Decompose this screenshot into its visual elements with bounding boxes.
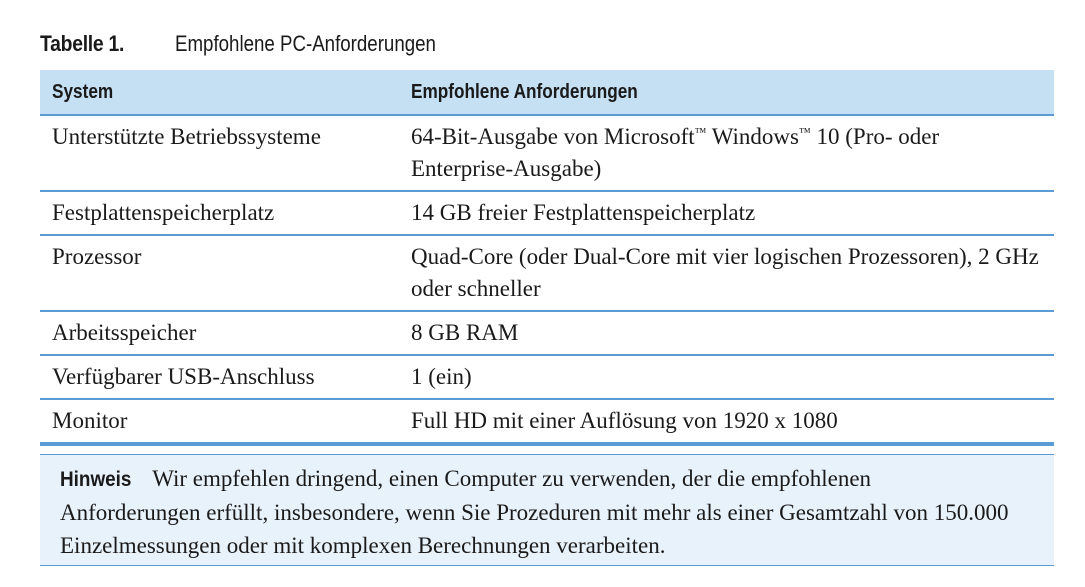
requirement-cell: 14 GB freier Festplattenspeicherplatz	[399, 191, 1054, 235]
column-header-requirements-label: Empfohlene Anforderungen	[411, 80, 638, 103]
requirements-table	[40, 70, 1054, 446]
requirement-cell: 8 GB RAM	[399, 311, 1054, 355]
table-row	[40, 191, 1054, 235]
column-header-requirements	[399, 70, 1054, 115]
table-title: Empfohlene PC-Anforderungen	[175, 31, 436, 56]
requirement-cell: 64-Bit-Ausgabe von Microsoft™ Windows™ 10 (Pro- oder Enterprise-Ausgabe)	[399, 115, 1054, 191]
table-row	[40, 399, 1054, 444]
trademark-symbol: ™	[798, 125, 811, 139]
system-cell: Prozessor	[40, 235, 399, 311]
requirement-cell: Full HD mit einer Auflösung von 1920 x 1080	[399, 399, 1054, 444]
table-caption	[40, 28, 482, 60]
table-row	[40, 355, 1054, 399]
requirement-cell: Quad-Core (oder Dual-Core mit vier logischen Prozessoren), 2 GHz oder schneller	[399, 235, 1054, 311]
column-header-system-label: System	[52, 80, 114, 103]
system-cell: Arbeitsspeicher	[40, 311, 399, 355]
note-text: Wir empfehlen dringend, einen Computer zu verwenden, der die empfohlenen Anforderungen erfüllt, insbesondere, wenn Sie Prozeduren mit mehr als einer Gesamtzahl von 150.000 Einzelmessungen oder mit komplexen Berechnungen verarbeiten.	[60, 466, 1009, 558]
table-row	[40, 235, 1054, 311]
system-cell: Unterstützte Betriebssysteme	[40, 115, 399, 191]
column-header-system	[40, 70, 399, 115]
table-number: Tabelle 1.	[40, 31, 125, 56]
table-header-row	[40, 70, 1054, 115]
table-row	[40, 115, 1054, 191]
system-cell: Festplattenspeicherplatz	[40, 191, 399, 235]
note-box	[40, 454, 1054, 566]
trademark-symbol: ™	[694, 125, 707, 139]
table-row	[40, 311, 1054, 355]
system-cell: Verfügbarer USB-Anschluss	[40, 355, 399, 399]
requirement-cell: 1 (ein)	[399, 355, 1054, 399]
system-cell: Monitor	[40, 399, 399, 444]
note-label: Hinweis	[60, 468, 132, 491]
